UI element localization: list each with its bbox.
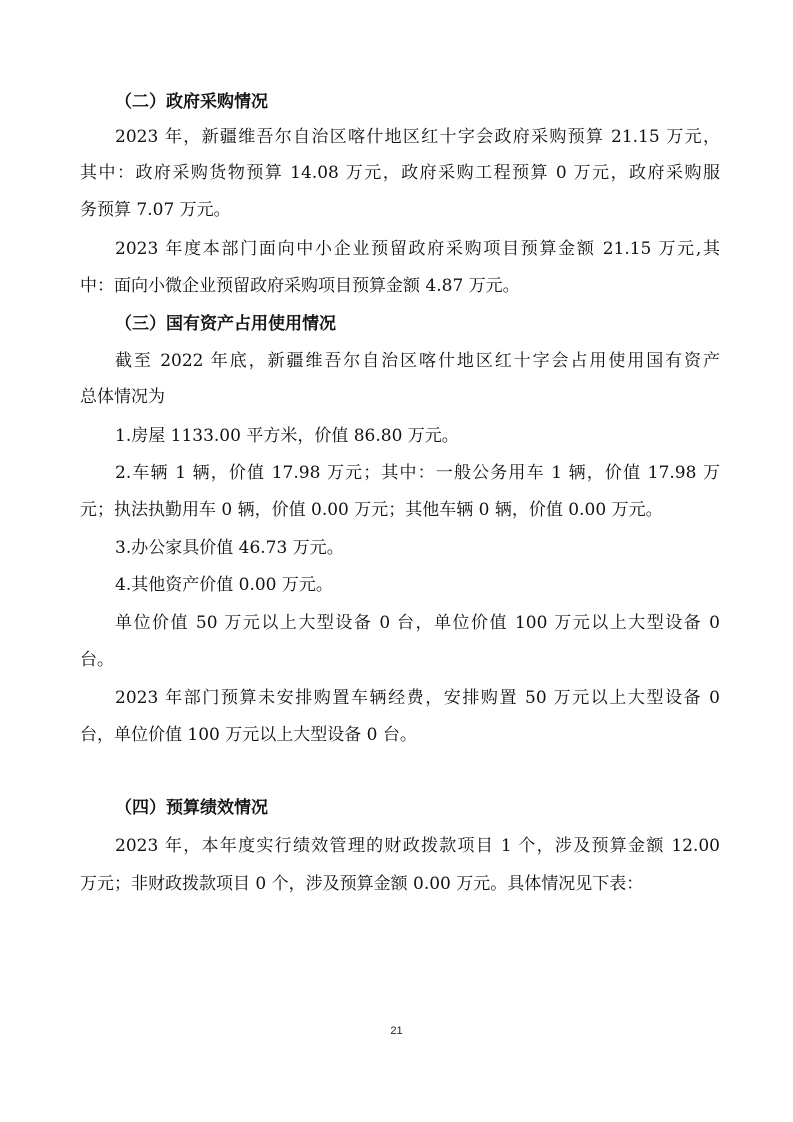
assets-equipment-line-1: 单位价值 50 万元以上大型设备 0 台，单位价值 100 万元以上大型设备 0 [115, 613, 720, 633]
procurement-paragraph-1-line-2: 其中：政府采购货物预算 14.08 万元，政府采购工程预算 0 万元，政府采购服 [80, 163, 720, 183]
assets-equipment-line-2: 台。 [80, 650, 114, 670]
assets-item-vehicles-line-2: 元；执法执勤用车 0 辆，价值 0.00 万元；其他车辆 0 辆，价值 0.00 万元。 [80, 500, 663, 520]
assets-paragraph-1-line-1: 截至 2022 年底，新疆维吾尔自治区喀什地区红十字会占用使用国有资产 [115, 351, 720, 371]
page-number: 21 [390, 1025, 403, 1037]
performance-paragraph-line-1: 2023 年，本年度实行绩效管理的财政拨款项目 1 个，涉及预算金额 12.00 [115, 836, 720, 856]
section-heading-assets: （三）国有资产占用使用情况 [115, 314, 336, 334]
performance-paragraph-line-2: 万元；非财政拨款项目 0 个，涉及预算金额 0.00 万元。具体情况见下表： [80, 874, 644, 894]
assets-budget-line-1: 2023 年部门预算未安排购置车辆经费，安排购置 50 万元以上大型设备 0 [115, 688, 720, 708]
assets-item-housing: 1.房屋 1133.00 平方米，价值 86.80 万元。 [115, 426, 459, 446]
section-heading-procurement: （二）政府采购情况 [115, 92, 268, 112]
assets-paragraph-1-line-2: 总体情况为 [80, 387, 165, 407]
assets-item-furniture: 3.办公家具价值 46.73 万元。 [115, 538, 344, 558]
procurement-paragraph-2-line-1: 2023 年度本部门面向中小企业预留政府采购项目预算金额 21.15 万元,其 [115, 239, 720, 259]
assets-item-vehicles-line-1: 2.车辆 1 辆，价值 17.98 万元；其中：一般公务用车 1 辆，价值 17.98 万 [115, 463, 720, 483]
section-heading-performance: （四）预算绩效情况 [115, 798, 268, 818]
procurement-paragraph-1-line-1: 2023 年，新疆维吾尔自治区喀什地区红十字会政府采购预算 21.15 万元， [115, 127, 720, 147]
procurement-paragraph-1-line-3: 务预算 7.07 万元。 [80, 200, 231, 220]
procurement-paragraph-2-line-2: 中：面向小微企业预留政府采购项目预算金额 4.87 万元。 [80, 276, 520, 296]
assets-budget-line-2: 台，单位价值 100 万元以上大型设备 0 台。 [80, 725, 417, 745]
assets-item-other: 4.其他资产价值 0.00 万元。 [115, 575, 333, 595]
